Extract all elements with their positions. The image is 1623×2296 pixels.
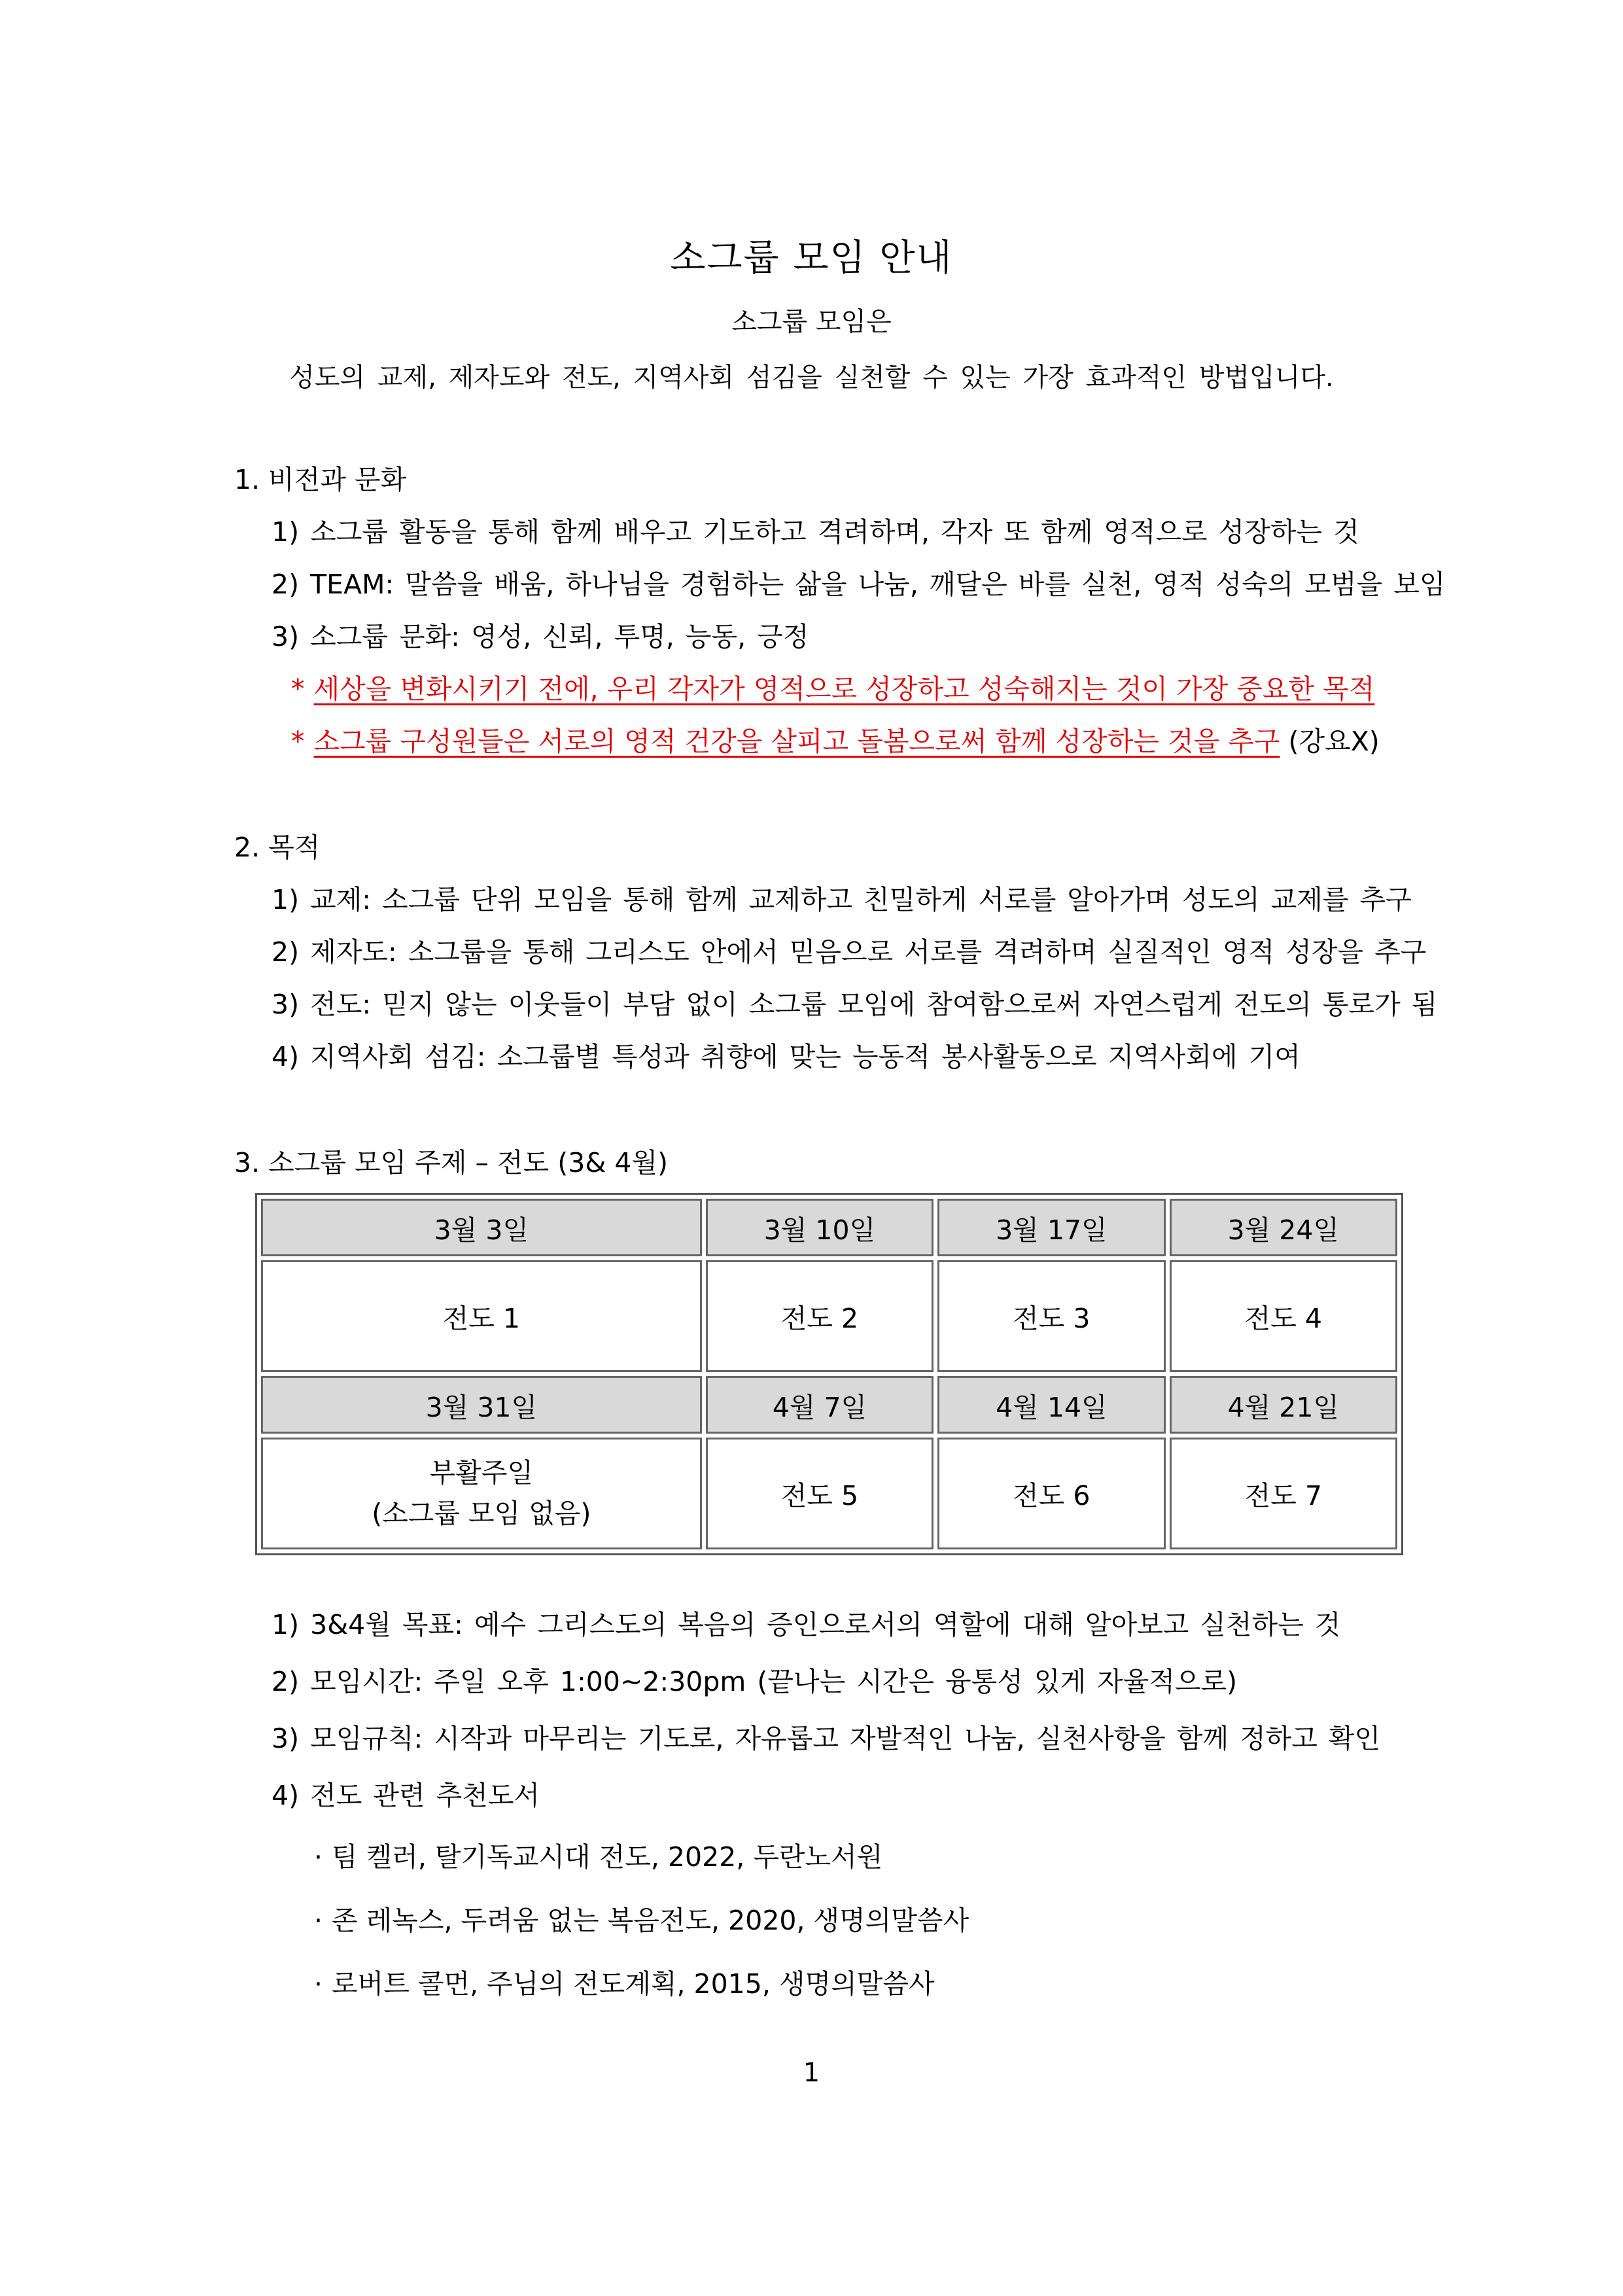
recommended-book: [314, 1962, 935, 2001]
page-subtitle: 소그룹 모임은: [731, 307, 892, 337]
book-text: 팀 켈러, 탈기독교시대 전도, 2022, 두란노서원: [332, 1841, 883, 1873]
schedule-topic: 부활주일 (소그룹 모임 없음): [261, 1438, 702, 1549]
schedule-topic: 전도 7: [1170, 1438, 1397, 1549]
vision-item: 2) TEAM: 말씀을 배움, 하나님을 경험하는 삶을 나눔, 깨달은 바를 실천, 영적 성숙의 모범을 보임: [271, 569, 1446, 600]
purpose-item: 2) 제자도: 소그룹을 통해 그리스도 안에서 믿음으로 서로를 격려하며 실질적인 영적 성장을 추구: [271, 936, 1427, 968]
highlight-note: [291, 667, 1374, 706]
schedule-date-row: [261, 1376, 1397, 1434]
bullet-dot: ·: [314, 1841, 323, 1873]
vision-item: 3) 소그룹 문화: 영성, 신뢰, 투명, 능동, 긍정: [271, 621, 809, 652]
section-heading-purpose: 2. 목적: [234, 832, 321, 863]
schedule-date-row: [261, 1199, 1397, 1256]
vision-item: 1) 소그룹 활동을 통해 함께 배우고 기도하고 격려하며, 각자 또 함께 영적으로 성장하는 것: [271, 516, 1359, 548]
section-heading-topic: 3. 소그룹 모임 주제 – 전도 (3& 4월): [234, 1147, 669, 1178]
bullet-dot: ·: [314, 1905, 323, 1936]
schedule-date: 3월 31일: [261, 1376, 702, 1434]
schedule-date: 3월 17일: [937, 1199, 1165, 1256]
schedule-topic: 전도 1: [261, 1260, 702, 1372]
purpose-item: 4) 지역사회 섬김: 소그룹별 특성과 취향에 맞는 능동적 봉사활동으로 지역사회에 기여: [271, 1041, 1300, 1072]
schedule-date: 4월 7일: [706, 1376, 934, 1434]
topic-item: 4) 전도 관련 추천도서: [271, 1780, 540, 1811]
schedule-table: [255, 1193, 1403, 1555]
schedule-topic: 전도 5: [706, 1438, 934, 1549]
schedule-topic: 전도 6: [937, 1438, 1165, 1549]
note-extra: (강요X): [1288, 726, 1380, 757]
book-text: 로버트 콜먼, 주님의 전도계획, 2015, 생명의말씀사: [332, 1968, 935, 2000]
purpose-item: 1) 교제: 소그룹 단위 모임을 통해 함께 교제하고 친밀하게 서로를 알아가며 성도의 교제를 추구: [271, 884, 1412, 915]
schedule-topic: 전도 2: [706, 1260, 934, 1372]
section-heading-vision: 1. 비전과 문화: [234, 464, 407, 495]
schedule-date: 3월 10일: [706, 1199, 934, 1256]
note-star: *: [291, 726, 305, 757]
note-text: 세상을 변화시키기 전에, 우리 각자가 영적으로 성장하고 성숙해지는 것이 가장 중요한 목적: [313, 673, 1375, 705]
note-text: 소그룹 구성원들은 서로의 영적 건강을 살피고 돌봄으로써 함께 성장하는 것을 추구: [313, 726, 1280, 757]
book-text: 존 레녹스, 두려움 없는 복음전도, 2020, 생명의말씀사: [332, 1905, 969, 1936]
note-star: *: [291, 673, 305, 705]
purpose-item: 3) 전도: 믿지 않는 이웃들이 부담 없이 소그룹 모임에 참여함으로써 자연스럽게 전도의 통로가 됨: [271, 989, 1438, 1020]
schedule-date: 3월 24일: [1170, 1199, 1397, 1256]
page-tagline: 성도의 교제, 제자도와 전도, 지역사회 섬김을 실천할 수 있는 가장 효과적인 방법입니다.: [289, 362, 1334, 393]
page-title: 소그룹 모임 안내: [670, 237, 953, 279]
schedule-date: 3월 3일: [261, 1199, 702, 1256]
recommended-book: [314, 1899, 969, 1937]
schedule-date: 4월 14일: [937, 1376, 1165, 1434]
schedule-topic: 전도 4: [1170, 1260, 1397, 1372]
highlight-note: [291, 720, 1380, 758]
topic-item: 2) 모임시간: 주일 오후 1:00~2:30pm (끝나는 시간은 융통성 있게 자율적으로): [271, 1666, 1238, 1697]
schedule-topic-row: [261, 1260, 1397, 1372]
schedule-date: 4월 21일: [1170, 1376, 1397, 1434]
schedule-topic-row: [261, 1438, 1397, 1549]
recommended-book: [314, 1835, 882, 1874]
schedule-topic: 전도 3: [937, 1260, 1165, 1372]
page-number: 1: [803, 2058, 820, 2088]
bullet-dot: ·: [314, 1968, 323, 2000]
topic-item: 1) 3&4월 목표: 예수 그리스도의 복음의 증인으로서의 역할에 대해 알아보고 실천하는 것: [271, 1609, 1341, 1640]
topic-item: 3) 모임규칙: 시작과 마무리는 기도로, 자유롭고 자발적인 나눔, 실천사항을 함께 정하고 확인: [271, 1723, 1381, 1754]
